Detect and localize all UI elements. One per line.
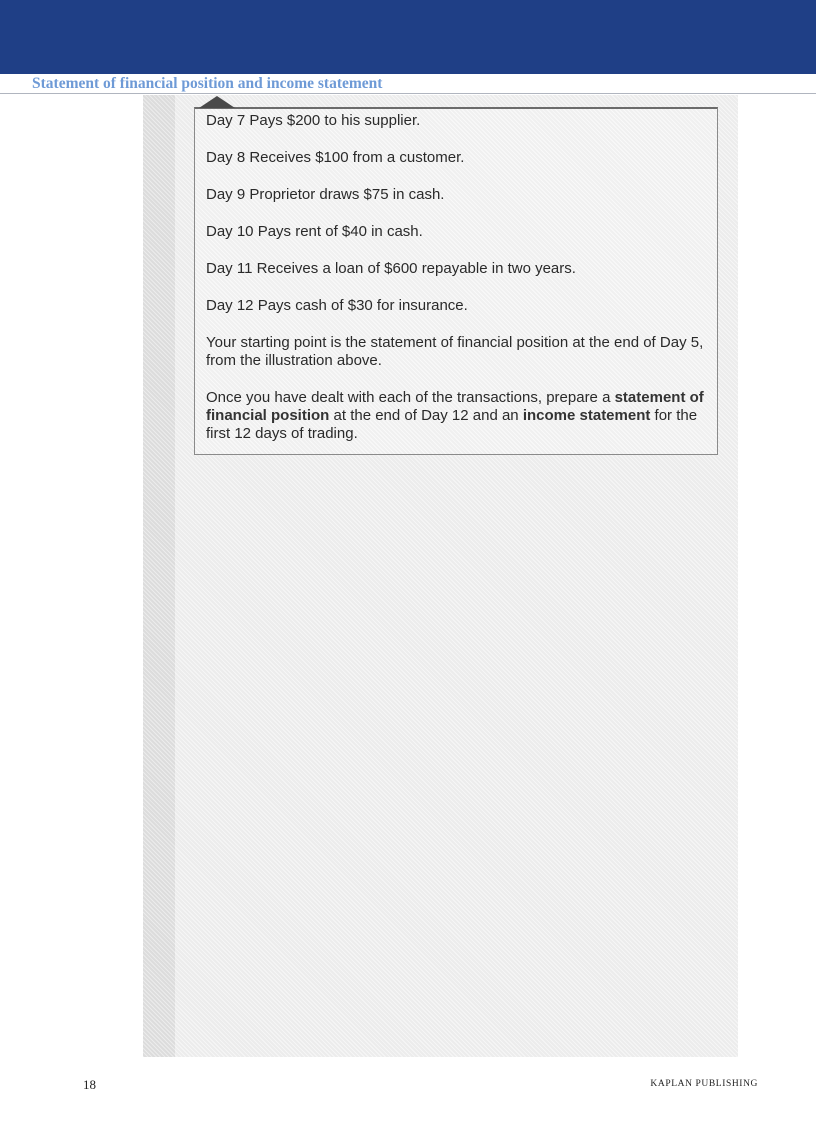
- starting-point-text: Your starting point is the statement of financial position at the end of Day 5, from the illustration above.: [206, 334, 704, 369]
- instruction-part-2: at the end of Day 12 and an: [329, 407, 523, 424]
- transaction-day-7: Day 7 Pays $200 to his supplier.: [206, 112, 421, 129]
- transaction-day-12: Day 12 Pays cash of $30 for insurance.: [206, 297, 468, 314]
- activity-tab-marker: [199, 96, 235, 108]
- transaction-day-9: Day 9 Proprietor draws $75 in cash.: [206, 186, 445, 203]
- instruction-part-3: for the first 12 days of trading.: [206, 407, 698, 442]
- side-strip: [143, 95, 175, 1057]
- activity-text: [206, 112, 710, 443]
- publisher-name: KAPLAN PUBLISHING: [650, 1079, 758, 1089]
- section-title: Statement of financial position and income statement: [32, 75, 383, 92]
- transaction-day-8: Day 8 Receives $100 from a customer.: [206, 149, 465, 166]
- instruction-part-1: Once you have dealt with each of the transactions, prepare a: [206, 389, 615, 406]
- instruction-bold-2: income statement: [522, 407, 651, 424]
- transaction-day-10: Day 10 Pays rent of $40 in cash.: [206, 223, 423, 240]
- instruction-text: [206, 389, 710, 443]
- transaction-day-11: Day 11 Receives a loan of $600 repayable in two years.: [206, 260, 576, 277]
- instruction-bold-1: statement of financial position: [206, 389, 704, 424]
- header-rule: [0, 93, 816, 94]
- top-banner: [0, 0, 816, 74]
- page-number: 18: [83, 1077, 96, 1092]
